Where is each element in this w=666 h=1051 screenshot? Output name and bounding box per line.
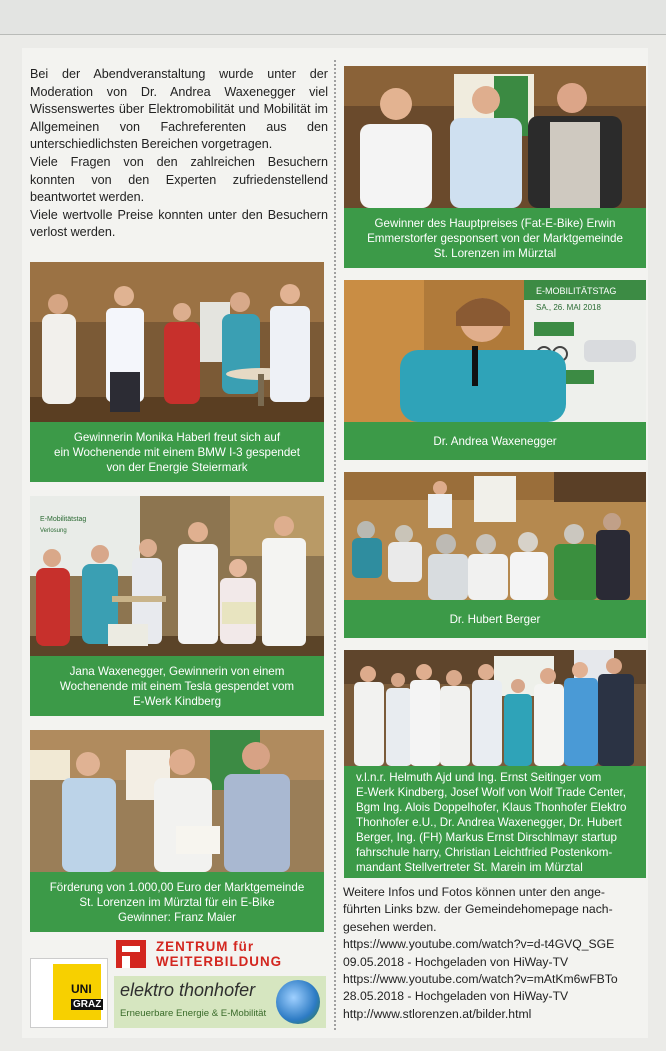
- caption-line: mandant Stellvertreter St. Marein im Mürztal: [356, 860, 583, 874]
- caption-line: Bgm Ing. Alois Doppelhofer, Klaus Thonhofer Elektro: [356, 800, 627, 814]
- photo-group-speakers: [344, 650, 646, 766]
- column-divider: [334, 60, 336, 1030]
- photo-monika-haberl: [30, 262, 324, 422]
- caption-line: St. Lorenzen im Mürztal: [433, 246, 557, 260]
- caption-line: ein Wochenende mit einem BMW I-3 gespendet: [54, 445, 300, 459]
- photo-jana-waxenegger: [30, 496, 324, 656]
- intro-paragraph-3: Viele wertvolle Preise konnten unter den Besuchern verlost werden.: [30, 207, 328, 240]
- caption-line: fahrschule harry, Christian Leichtfried Postenkom-: [356, 845, 613, 859]
- photo-hubert-berger: [344, 472, 646, 600]
- uni-graz-logo-bottom: GRAZ: [73, 999, 102, 1010]
- further-info-text: [343, 884, 647, 1023]
- elektro-thonhofer-logo: [114, 976, 326, 1028]
- caption-line: St. Lorenzen im Mürztal für ein E-Bike: [79, 895, 275, 909]
- globe-icon: [276, 980, 320, 1024]
- caption-line: Gewinner des Hauptpreises (Fat-E-Bike) Erwin: [374, 216, 616, 230]
- photo-hauptpreis-winner: [344, 66, 646, 208]
- caption-monika-haberl: [30, 422, 324, 482]
- caption-line: Dr. Andrea Waxenegger: [433, 434, 557, 448]
- caption-hauptpreis: [344, 208, 646, 268]
- info-line: Weitere Infos und Fotos können unter den ange-: [343, 885, 605, 899]
- caption-line: Berger, Ing. (FH) Markus Ernst Dirschlmayr startup: [356, 830, 617, 844]
- photo-andrea-waxenegger: [344, 280, 646, 422]
- photo-foerderung-ebike: [30, 730, 324, 872]
- uni-graz-logo-top: UNI: [71, 982, 92, 996]
- uni-graz-logo: [30, 958, 108, 1028]
- caption-line: Emmerstorfer gesponsert von der Marktgemeinde: [367, 231, 623, 245]
- caption-line: Gewinnerin Monika Haberl freut sich auf: [73, 430, 281, 444]
- info-line: gesehen werden.: [343, 919, 437, 934]
- stage-banner-title: E-Mobilitätstag: [40, 516, 87, 523]
- intro-text: [30, 66, 328, 242]
- caption-foerderung: [30, 872, 324, 932]
- caption-line: v.l.n.r. Helmuth Ajd und Ing. Ernst Seitinger vom: [356, 770, 602, 784]
- top-margin-strip: [0, 0, 666, 35]
- caption-jana-waxenegger: [30, 656, 324, 716]
- upload-note-1: 09.05.2018 - Hochgeladen von HiWay-TV: [343, 954, 569, 969]
- caption-group-speakers: [344, 766, 646, 878]
- zentrum-logo-line1: ZENTRUM für: [156, 939, 255, 954]
- caption-line: Dr. Hubert Berger: [449, 612, 541, 626]
- caption-line: E-Werk Kindberg, Josef Wolf von Wolf Trade Center,: [356, 785, 626, 799]
- caption-hubert-berger: [344, 600, 646, 638]
- caption-andrea-waxenegger: [344, 422, 646, 460]
- stage-banner-subtitle: Verlosung: [40, 528, 67, 534]
- gallery-link[interactable]: http://www.stlorenzen.at/bilder.html: [343, 1006, 532, 1021]
- caption-line: Förderung von 1.000,00 Euro der Marktgemeinde: [49, 880, 305, 894]
- elektro-thonhofer-tagline: Erneuerbare Energie & E-Mobilität: [120, 1008, 267, 1019]
- youtube-link-1[interactable]: https://www.youtube.com/watch?v=d-t4GVQ_SGE: [343, 937, 615, 952]
- intro-paragraph-1: Bei der Abendveranstaltung wurde unter der Moderation von Dr. Andrea Waxenegger viel Wissenswertes über Elektromobilität und Mobilität im Allgemeinen von Fachreferenten aus den unterschiedlichsten Bereichen vorgetragen.: [30, 67, 328, 152]
- event-banner-date: SA., 26. MAI 2018: [536, 303, 601, 312]
- info-line: führten Links bzw. der Gemeindehomepage nach-: [343, 902, 613, 917]
- elektro-thonhofer-name: elektro thonhofer: [120, 980, 256, 1000]
- caption-line: Gewinner: Franz Maier: [118, 910, 236, 924]
- intro-paragraph-2: Viele Fragen von den zahlreichen Besuchern konnten von den Experten zufriedenstellend beantwortet werden.: [30, 154, 328, 205]
- event-banner-title: E-MOBILITÄTSTAG: [536, 286, 617, 296]
- upload-note-2: 28.05.2018 - Hochgeladen von HiWay-TV: [343, 989, 569, 1004]
- caption-line: Wochenende mit einem Tesla gespendet vom: [59, 679, 295, 693]
- zentrum-logo-icon: [116, 940, 146, 968]
- caption-line: Thonhofer e.U., Dr. Andrea Waxenegger, Dr. Hubert: [356, 815, 622, 829]
- caption-line: Jana Waxenegger, Gewinnerin von einem: [69, 664, 285, 678]
- youtube-link-2[interactable]: https://www.youtube.com/watch?v=mAtKm6wFBTo: [343, 972, 618, 987]
- zentrum-weiterbildung-logo: [114, 938, 324, 972]
- caption-line: E-Werk Kindberg: [132, 694, 222, 708]
- zentrum-logo-line2: WEITERBILDUNG: [156, 954, 283, 969]
- caption-line: von der Energie Steiermark: [106, 460, 248, 474]
